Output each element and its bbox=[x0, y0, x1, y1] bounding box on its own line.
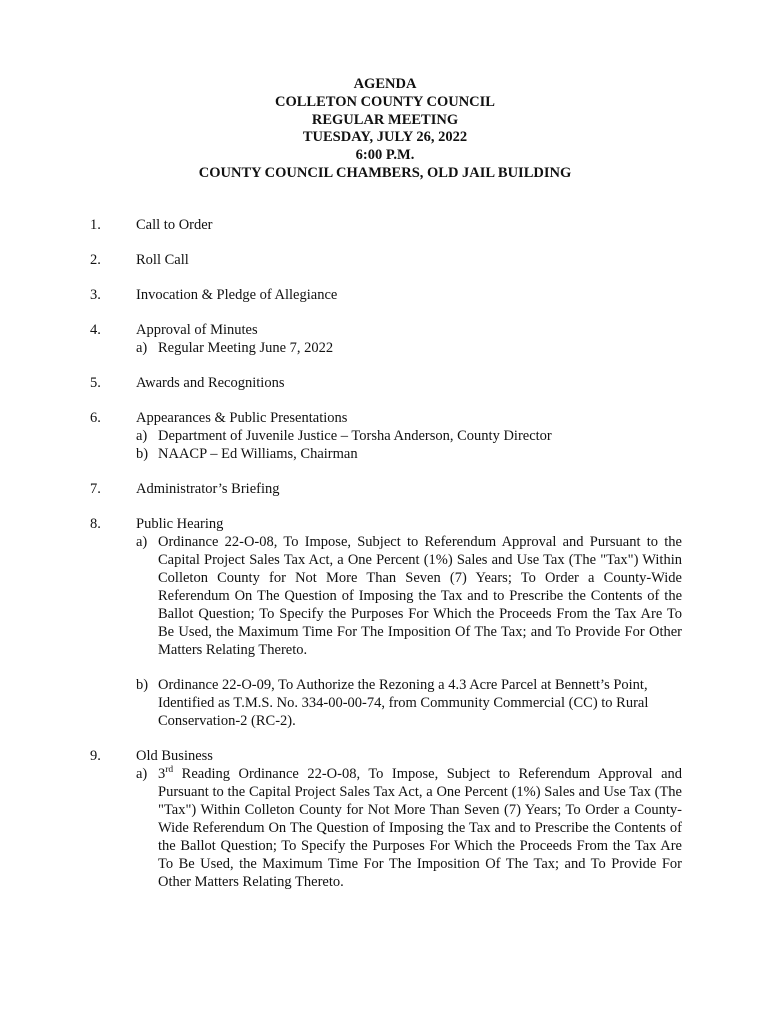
item-number: 2. bbox=[90, 252, 101, 268]
sub-item bbox=[136, 445, 682, 463]
item-title: Administrator’s Briefing bbox=[136, 481, 280, 497]
sub-item-letter: b) bbox=[136, 446, 149, 462]
header-council: COLLETON COUNTY COUNCIL bbox=[275, 93, 495, 110]
sub-item-letter: a) bbox=[136, 766, 148, 782]
sub-item-text: NAACP – Ed Williams, Chairman bbox=[158, 446, 358, 462]
agenda-list bbox=[0, 216, 770, 908]
sub-item-text: Reading Ordinance 22-O-08, To Impose, Subject to Referendum Approval and Pursuant to the Capital Project Sales Tax Act, a One Percent (1%) Sales and Use Tax (The "Tax") Within Colleton County for Not More Than Seven (7) Years; To Order a County-Wide Referendum On The Question of Imposing the Tax and to Prescribe the Contents of the Ballot Question; To Specify the Purposes For Which the Proceeds From the Tax Are To Be Used, the Maximum Time For The Imposition Of The Tax; and To Provide For Other Matters Relating Thereto. bbox=[158, 766, 683, 890]
agenda-header bbox=[0, 76, 770, 183]
sub-item-letter: a) bbox=[136, 428, 148, 444]
item-number: 4. bbox=[90, 322, 101, 338]
ordinal-number: 3 bbox=[158, 766, 166, 782]
agenda-item-approval-of-minutes bbox=[0, 321, 770, 357]
sub-item-text: Ordinance 22-O-09, To Authorize the Rezoning a 4.3 Acre Parcel at Bennett’s Point, Identified as T.M.S. No. 334-00-00-74, from Community Commercial (CC) to Rural Conservation-2 (RC-2). bbox=[158, 677, 649, 729]
item-title: Appearances & Public Presentations bbox=[136, 410, 348, 426]
header-date: TUESDAY, JULY 26, 2022 bbox=[302, 129, 468, 146]
agenda-item-invocation bbox=[0, 286, 770, 304]
item-number: 9. bbox=[90, 748, 101, 764]
agenda-item-call-to-order bbox=[0, 216, 770, 234]
agenda-item-roll-call bbox=[0, 251, 770, 269]
sub-item bbox=[136, 533, 682, 659]
header-title: AGENDA bbox=[353, 76, 417, 92]
agenda-item-public-hearing bbox=[0, 515, 770, 730]
sub-item bbox=[136, 427, 682, 445]
sub-item-letter: a) bbox=[136, 534, 148, 550]
agenda-item-appearances bbox=[0, 409, 770, 463]
item-title: Call to Order bbox=[136, 217, 213, 233]
header-location: COUNTY COUNCIL CHAMBERS, OLD JAIL BUILDING bbox=[198, 164, 572, 181]
item-number: 1. bbox=[90, 217, 101, 233]
header-meeting-type: REGULAR MEETING bbox=[311, 111, 459, 128]
item-title: Roll Call bbox=[136, 252, 189, 268]
agenda-item-old-business bbox=[0, 747, 770, 891]
agenda-item-awards bbox=[0, 374, 770, 392]
item-number: 7. bbox=[90, 481, 101, 497]
agenda-item-administrator-briefing bbox=[0, 480, 770, 498]
item-number: 5. bbox=[90, 375, 101, 391]
item-title: Approval of Minutes bbox=[136, 322, 258, 338]
header-time: 6:00 P.M. bbox=[355, 147, 415, 164]
sub-item-text-block bbox=[158, 765, 682, 891]
sub-item-text: Regular Meeting June 7, 2022 bbox=[158, 340, 334, 356]
item-title: Awards and Recognitions bbox=[136, 375, 285, 391]
sub-item bbox=[136, 339, 682, 357]
sub-item-letter: b) bbox=[136, 677, 149, 693]
item-number: 3. bbox=[90, 287, 101, 303]
item-title: Old Business bbox=[136, 748, 213, 764]
item-title: Public Hearing bbox=[136, 516, 224, 532]
item-title: Invocation & Pledge of Allegiance bbox=[136, 287, 338, 303]
item-number: 8. bbox=[90, 516, 101, 532]
sub-item bbox=[136, 765, 682, 891]
sub-item-text: Ordinance 22-O-08, To Impose, Subject to Referendum Approval and Pursuant to the Capital Project Sales Tax Act, a One Percent (1%) Sales and Use Tax (The "Tax") Within Colleton County for Not More Than Seven (7) Years; To Order a County-Wide Referendum On The Question of Imposing the Tax and to Prescribe the Contents of the Ballot Question; To Specify the Purposes For Which the Proceeds From the Tax Are To Be Used, the Maximum Time For The Imposition Of The Tax; and To Provide For Other Matters Relating Thereto. bbox=[158, 534, 682, 658]
sub-item-letter: a) bbox=[136, 340, 148, 356]
ordinal-suffix: rd bbox=[165, 765, 174, 775]
sub-item bbox=[136, 676, 682, 730]
item-number: 6. bbox=[90, 410, 101, 426]
sub-item-text: Department of Juvenile Justice – Torsha Anderson, County Director bbox=[158, 428, 552, 444]
